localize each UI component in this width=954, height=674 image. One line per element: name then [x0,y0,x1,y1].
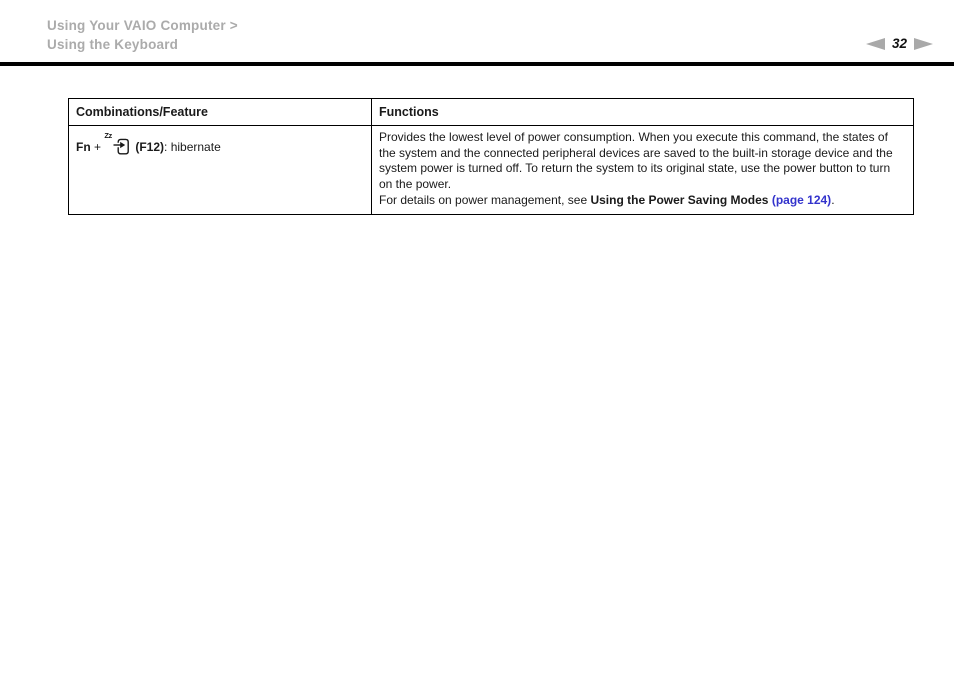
prev-page-arrow-icon[interactable] [866,38,885,50]
key-combinations-table [68,98,914,215]
plus-sign: + [90,140,105,154]
hibernate-label: : hibernate [164,140,221,154]
power-saving-modes-bold: Using the Power Saving Modes [590,192,769,207]
details-period: . [831,192,835,207]
page-124-link[interactable]: (page 124) [768,192,832,207]
column-header-functions: Functions [372,99,914,126]
details-prefix: For details on power management, see [379,192,591,207]
f12-key-label: (F12) [135,140,165,154]
functions-details [379,193,906,209]
next-page-arrow-icon[interactable] [914,38,933,50]
functions-paragraph: Provides the lowest level of power consumption. When you execute this command, the states of the system and the connected peripheral devices are saved to the built-in storage device and the system power is turned off. To return the system to its original state, use the power button to turn on the power. [379,130,893,192]
column-header-combinations: Combinations/Feature [69,99,372,126]
hibernate-icon [104,131,130,156]
table-header-row [69,99,914,126]
breadcrumb-line2: Using the Keyboard [47,37,179,52]
table-row [69,126,914,215]
header-divider [0,62,954,66]
hibernate-icon-zz: Zz [104,131,112,140]
breadcrumb-line1: Using Your VAIO Computer > [47,18,238,33]
breadcrumb [47,16,238,54]
functions-cell [372,126,914,215]
fn-key-label: Fn [76,140,91,154]
page-number: 32 [891,36,907,51]
combo-cell [69,126,372,215]
hibernate-icon-box [113,136,130,156]
page-navigation [866,37,933,51]
